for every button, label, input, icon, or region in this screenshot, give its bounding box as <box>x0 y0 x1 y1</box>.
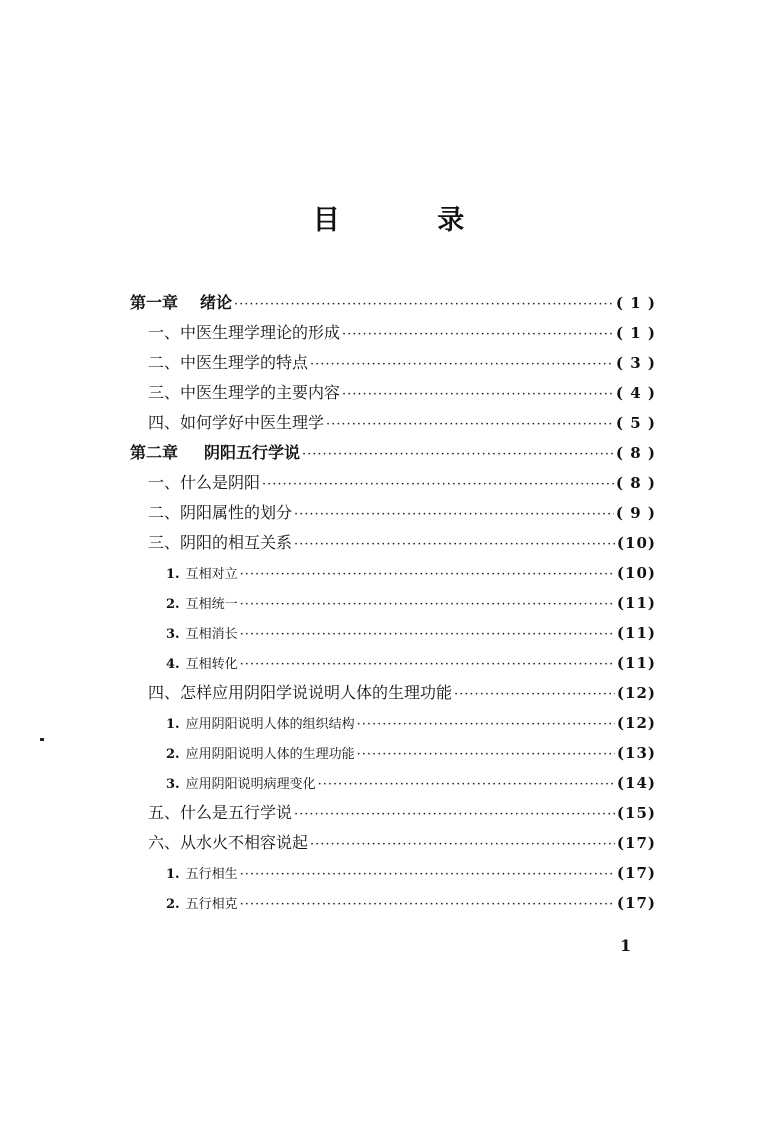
toc-entry-number: 3. <box>166 627 180 642</box>
toc-entry-title: 互相对立 <box>185 567 238 582</box>
toc-entry-page: ( 8 ) <box>615 444 656 462</box>
toc-entry-page: (15) <box>616 804 656 822</box>
dot-leader <box>234 290 614 320</box>
dot-leader <box>454 680 615 710</box>
toc-entry-page: (10) <box>616 564 656 582</box>
toc-entry-page: (14) <box>616 774 656 792</box>
toc-subsection-entry[interactable] <box>166 648 656 678</box>
toc-section-entry[interactable] <box>148 468 656 498</box>
toc-entry-title: 如何学好中医生理学 <box>180 413 325 432</box>
dot-leader <box>240 650 615 680</box>
stray-mark <box>40 738 44 741</box>
toc-entry-number: 1. <box>166 867 180 882</box>
toc-entry-label <box>148 348 310 378</box>
toc-entry-page: ( 1 ) <box>615 294 656 312</box>
toc-entry-page: ( 3 ) <box>615 354 656 372</box>
toc-section-entry[interactable] <box>148 798 656 828</box>
dot-leader <box>357 740 615 770</box>
toc-subsection-entry[interactable] <box>166 588 656 618</box>
toc-entry-title: 互相消长 <box>185 627 238 642</box>
toc-subsection-entry[interactable] <box>166 618 656 648</box>
toc-entry-title: 什么是五行学说 <box>180 803 293 822</box>
toc-entry-number: 3. <box>166 777 180 792</box>
dot-leader <box>342 380 614 410</box>
toc-entry-page: ( 5 ) <box>615 414 656 432</box>
toc-section-entry[interactable] <box>148 408 656 438</box>
toc-section-entry[interactable] <box>148 528 656 558</box>
toc-entry-label <box>166 620 240 650</box>
toc-entry-number: 2. <box>166 897 180 912</box>
toc-entry-title: 五行相生 <box>185 867 238 882</box>
toc-subsection-entry[interactable] <box>166 738 656 768</box>
toc-entry-label <box>148 318 342 348</box>
toc-entry-title: 应用阴阳说明病理变化 <box>185 777 316 792</box>
toc-entry-label <box>130 288 234 318</box>
dot-leader <box>342 320 614 350</box>
toc-entry-title: 中医生理学的特点 <box>180 353 309 372</box>
toc-subsection-entry[interactable] <box>166 768 656 798</box>
toc-entry-label <box>130 438 302 468</box>
toc-entry-label <box>166 650 240 680</box>
toc-entry-page: (11) <box>616 654 656 672</box>
dot-leader <box>302 440 614 470</box>
toc-entry-page: (17) <box>616 894 656 912</box>
toc-entry-page: ( 1 ) <box>615 324 656 342</box>
toc-section-entry[interactable] <box>148 318 656 348</box>
toc-entry-number: 三、 <box>148 533 181 552</box>
dot-leader <box>240 860 615 890</box>
toc-chapter-entry[interactable] <box>130 288 656 318</box>
dot-leader <box>326 410 614 440</box>
dot-leader <box>240 890 615 920</box>
toc-entry-label <box>166 860 240 890</box>
toc-chapter-entry[interactable] <box>130 438 656 468</box>
dot-leader <box>310 350 614 380</box>
toc-entry-page: ( 4 ) <box>615 384 656 402</box>
toc-entry-label <box>148 498 294 528</box>
toc-entry-number: 二、 <box>148 353 181 372</box>
toc-entry-title: 什么是阴阳 <box>180 473 261 492</box>
toc-entry-number: 四、 <box>148 413 181 432</box>
toc-entry-title: 互相转化 <box>185 657 238 672</box>
toc-entry-number: 第二章 <box>130 443 179 462</box>
toc-entry-number: 四、 <box>148 683 181 702</box>
toc-entry-page: (12) <box>616 684 656 702</box>
toc-subsection-entry[interactable] <box>166 858 656 888</box>
toc-entry-title: 中医生理学的主要内容 <box>180 383 341 402</box>
toc-entry-number: 2. <box>166 597 180 612</box>
toc-entry-title: 互相统一 <box>185 597 238 612</box>
toc-section-entry[interactable] <box>148 378 656 408</box>
toc-entry-number: 2. <box>166 747 180 762</box>
toc-section-entry[interactable] <box>148 828 656 858</box>
toc-entry-page: (13) <box>616 744 656 762</box>
toc-entry-number: 五、 <box>148 803 181 822</box>
toc-entry-label <box>148 468 262 498</box>
toc-entry-title: 五行相克 <box>185 897 238 912</box>
toc-entry-label <box>148 378 342 408</box>
toc-entry-title: 从水火不相容说起 <box>180 833 309 852</box>
toc-entry-label <box>148 528 294 558</box>
toc-entry-page: ( 9 ) <box>615 504 656 522</box>
toc-entry-page: (11) <box>616 594 656 612</box>
toc-entry-label <box>166 740 357 770</box>
toc-entry-label <box>148 798 294 828</box>
toc-entry-title: 应用阴阳说明人体的生理功能 <box>185 747 355 762</box>
toc-entry-label <box>166 770 318 800</box>
toc-entry-label <box>148 408 326 438</box>
toc-entry-label <box>148 828 310 858</box>
toc-subsection-entry[interactable] <box>166 558 656 588</box>
toc-entry-page: (10) <box>616 534 656 552</box>
toc-entry-title: 应用阴阳说明人体的组织结构 <box>185 717 355 732</box>
toc-section-entry[interactable] <box>148 498 656 528</box>
dot-leader <box>294 500 614 530</box>
toc-entry-page: (12) <box>616 714 656 732</box>
page-number: 1 <box>620 936 632 955</box>
toc-entry-number: 一、 <box>148 323 181 342</box>
dot-leader <box>262 470 614 500</box>
toc-entry-title: 中医生理学理论的形成 <box>180 323 341 342</box>
toc-entry-number: 三、 <box>148 383 181 402</box>
toc-entry-label <box>166 890 240 920</box>
toc-entry-page: (17) <box>616 834 656 852</box>
toc-entry-title: 怎样应用阴阳学说说明人体的生理功能 <box>180 683 453 702</box>
toc-entry-number: 一、 <box>148 473 181 492</box>
toc-entry-label <box>166 710 357 740</box>
toc-entry-number: 第一章 <box>130 293 179 312</box>
toc-subsection-entry[interactable] <box>166 708 656 738</box>
dot-leader <box>357 710 615 740</box>
dot-leader <box>294 800 615 830</box>
toc-entry-title: 阴阳属性的划分 <box>180 503 293 522</box>
dot-leader <box>240 590 615 620</box>
toc-entry-number: 1. <box>166 567 180 582</box>
toc-entry-page: (11) <box>616 624 656 642</box>
dot-leader <box>294 530 615 560</box>
toc-entry-label <box>166 590 240 620</box>
toc-entry-label <box>166 560 240 590</box>
toc-section-entry[interactable] <box>148 678 656 708</box>
toc-entry-title: 阴阳五行学说 <box>204 443 301 462</box>
toc-entry-page: (17) <box>616 864 656 882</box>
toc-entry-title: 绪论 <box>200 293 233 312</box>
dot-leader <box>318 770 615 800</box>
toc-entry-page: ( 8 ) <box>615 474 656 492</box>
page-title: 目 录 <box>312 205 509 236</box>
toc-entry-label <box>148 678 454 708</box>
toc-section-entry[interactable] <box>148 348 656 378</box>
toc-subsection-entry[interactable] <box>166 888 656 918</box>
toc-entry-number: 二、 <box>148 503 181 522</box>
toc-entry-number: 4. <box>166 657 180 672</box>
dot-leader <box>240 560 615 590</box>
toc-entry-title: 阴阳的相互关系 <box>180 533 293 552</box>
toc-entry-number: 1. <box>166 717 180 732</box>
toc-entry-number: 六、 <box>148 833 181 852</box>
dot-leader <box>310 830 615 860</box>
dot-leader <box>240 620 615 650</box>
